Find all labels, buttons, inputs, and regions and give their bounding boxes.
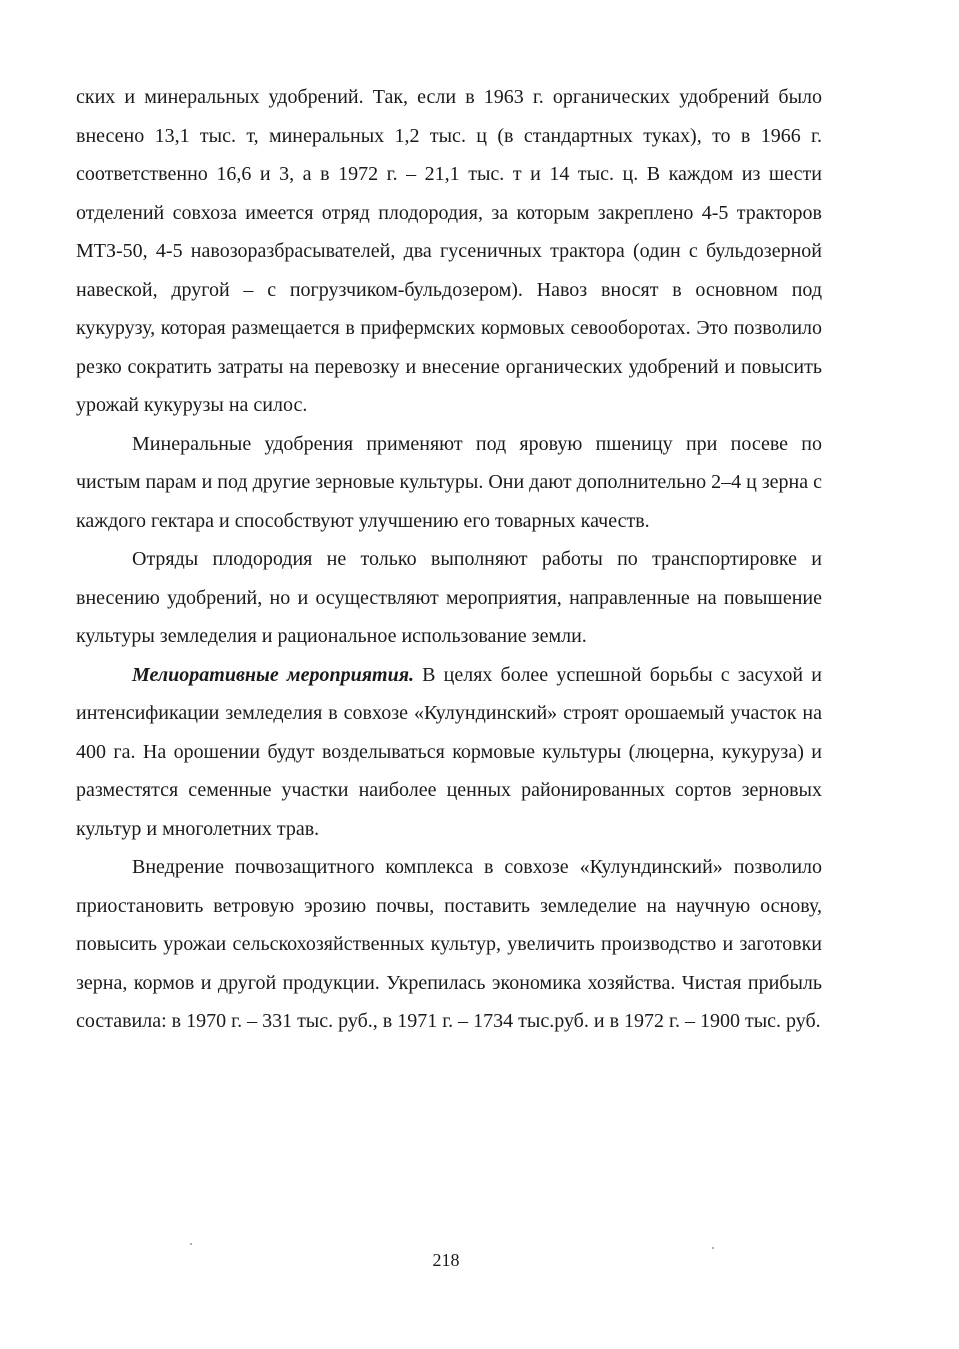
- paragraph-soil-protection-results: [76, 848, 822, 1041]
- paragraph-text: Внедрение почвозащитного комплекса в совхозе «Кулундинский» позволило приостановить ветровую эрозию почвы, поставить земледелие на научную основу, повысить урожаи сельскохозяйственных культур, увеличить производство и заготовки зерна, кормов и другой продукции. Укрепилась экономика хозяйства. Чистая прибыль составила: в 1970 г. – 331 тыс. руб., в 1971 г. – 1734 тыс.руб. и в 1972 г. – 1900 тыс. руб.: [76, 856, 822, 1032]
- scan-speck: [190, 1243, 192, 1245]
- paragraph-text: Отряды плодородия не только выполняют работы по транспортировке и внесению удобрений, но и осуществляют мероприятия, направленные на повышение культуры земледелия и рациональное использование земли.: [76, 548, 822, 647]
- paragraph-text: ских и минеральных удобрений. Так, если в 1963 г. органических удобрений было внесено 13,1 тыс. т, минеральных 1,2 тыс. ц (в стандартных туках), то в 1966 г. соответственно 16,6 и 3, а в 1972 г. – 21,1 тыс. т и 14 тыс. ц. В каждом из шести отделений совхоза имеется отряд плодородия, за которым закреплено 4-5 тракторов МТЗ-50, 4-5 навозоразбрасывателей, два гусеничных трактора (один с бульдозерной навеской, другой – с погрузчиком-бульдозером). Навоз вносят в основном под кукурузу, которая размещается в прифермских кормовых севооборотах. Это позволило резко сократить затраты на перевозку и внесение органических удобрений и повысить урожай кукурузы на силос.: [76, 86, 822, 416]
- section-heading-melioration: Мелиоративные мероприятия.: [132, 663, 414, 686]
- body-text: [76, 78, 822, 1041]
- paragraph-fertility-squads: [76, 540, 822, 656]
- paragraph-mineral-fertilizers: [76, 425, 822, 541]
- paragraph-text: В целях более успешной борьбы с засухой и интенсификации земледелия в совхозе «Кулундинский» строят орошаемый участок на 400 га. На орошении будут возделываться кормовые культуры (люцерна, кукуруза) и разместятся семенные участки наиболее ценных районированных сортов зерновых культур и многолетних трав.: [76, 663, 822, 840]
- paragraph-text: Минеральные удобрения применяют под яровую пшеницу при посеве по чистым парам и под другие зерновые культуры. Они дают дополнительно 2–4 ц зерна с каждого гектара и способствуют улучшению его товарных качеств.: [76, 432, 823, 532]
- paragraph-fertilizers-intro: [76, 78, 822, 425]
- paragraph-melioration: [76, 656, 822, 849]
- scan-speck: [712, 1247, 714, 1249]
- page-number: 218: [432, 1250, 460, 1270]
